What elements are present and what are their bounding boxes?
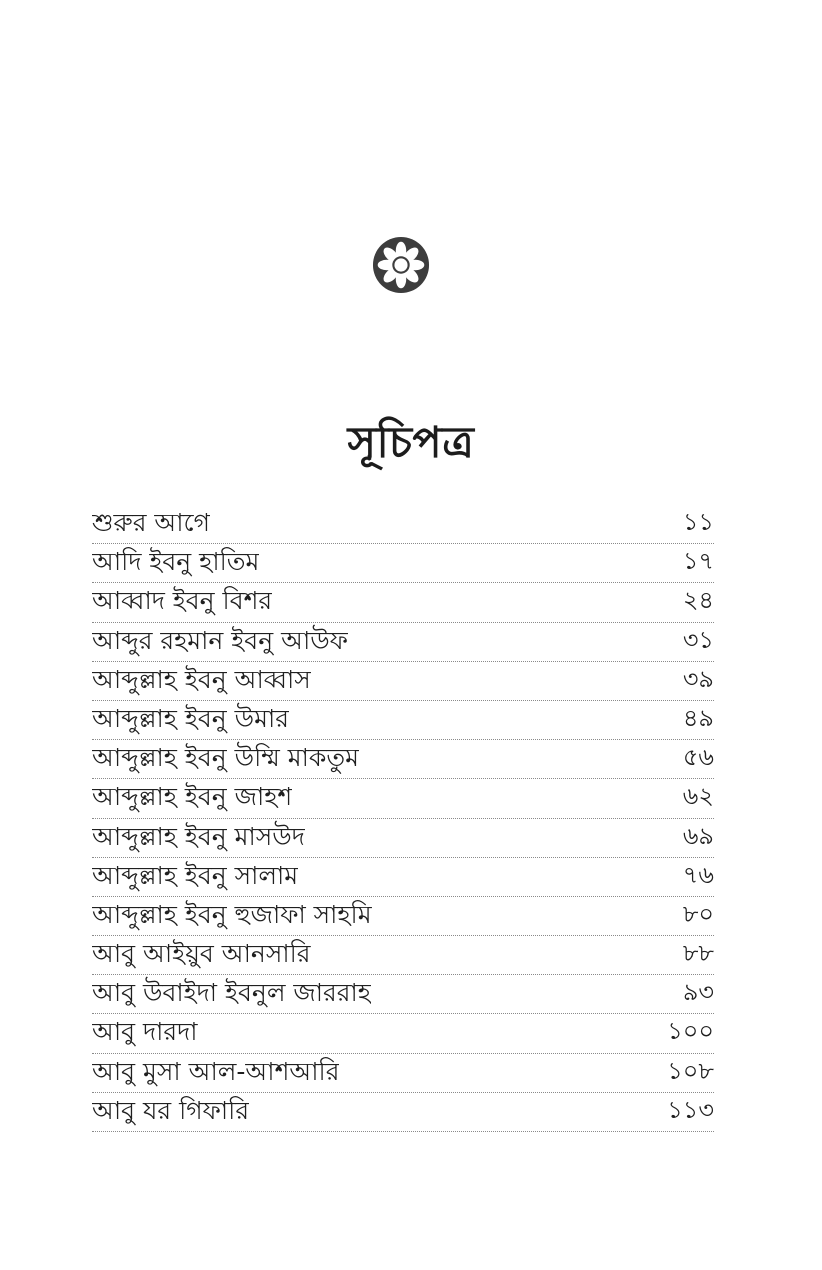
toc-entry <box>92 1093 714 1132</box>
toc-entry <box>92 544 714 583</box>
toc-entry-title: আবু দারদা <box>92 1017 198 1047</box>
toc-entry-title: আব্দুল্লাহ ইবনু মাসউদ <box>92 821 305 851</box>
toc-entry-title: শুরুর আগে <box>92 508 210 537</box>
toc-entry <box>92 505 714 544</box>
toc-entry-title: আবু যর গিফারি <box>92 1095 250 1125</box>
toc-entry <box>92 662 714 701</box>
toc-entry <box>92 1014 714 1053</box>
toc-entry-page-number: ৩১ <box>682 625 714 654</box>
toc-entry-page-number: ১৭ <box>682 547 714 576</box>
toc-entry-title: আবু আইয়ুব আনসারি <box>92 939 311 969</box>
toc-entry <box>92 701 714 740</box>
toc-entry-title: আবু উবাইদা ইবনুল জাররাহ <box>92 978 371 1008</box>
toc-list <box>92 505 714 1132</box>
toc-entry-title: আব্দুল্লাহ ইবনু সালাম <box>92 860 299 890</box>
toc-entry-title: আদি ইবনু হাতিম <box>92 547 260 577</box>
toc-entry <box>92 975 714 1014</box>
toc-entry-page-number: ৬২ <box>682 782 714 811</box>
toc-entry-page-number: ৪৯ <box>682 703 714 732</box>
toc-entry-page-number: ৩৯ <box>682 664 714 693</box>
toc-entry <box>92 819 714 858</box>
toc-entry-page-number: ৭৬ <box>682 860 714 889</box>
toc-entry-title: আবু মুসা আল-আশআরি <box>92 1056 340 1086</box>
toc-entry-page-number: ১১৩ <box>667 1095 714 1124</box>
toc-entry-page-number: ৫৬ <box>682 743 714 772</box>
toc-entry-page-number: ১০৮ <box>667 1056 714 1085</box>
toc-entry-page-number: ১১ <box>682 508 714 536</box>
toc-entry-title: আব্বাদ ইবনু বিশর <box>92 586 273 616</box>
toc-entry-title: আব্দুল্লাহ ইবনু আব্বাস <box>92 664 311 694</box>
toc-entry-title: আব্দুল্লাহ ইবনু উমার <box>92 703 289 733</box>
toc-entry <box>92 1054 714 1093</box>
toc-entry-title: আব্দুর রহমান ইবনু আউফ <box>92 625 348 655</box>
page-title: সূচিপত্র <box>347 418 475 468</box>
toc-entry-title: আব্দুল্লাহ ইবনু উম্মি মাকতুম <box>92 743 360 773</box>
flower-rosette-icon <box>372 236 430 294</box>
toc-entry-page-number: ৮০ <box>682 899 714 928</box>
toc-entry-page-number: ৮৮ <box>682 939 714 968</box>
toc-entry <box>92 583 714 622</box>
toc-entry-page-number: ৯৩ <box>682 978 714 1007</box>
toc-entry-title: আব্দুল্লাহ ইবনু জাহশ <box>92 782 293 812</box>
toc-entry <box>92 897 714 936</box>
toc-entry <box>92 623 714 662</box>
toc-entry-title: আব্দুল্লাহ ইবনু হুজাফা সাহমি <box>92 899 372 929</box>
toc-entry <box>92 779 714 818</box>
toc-entry <box>92 858 714 897</box>
toc-entry-page-number: ৬৯ <box>682 821 714 850</box>
toc-entry-page-number: ১০০ <box>667 1017 714 1046</box>
toc-entry-page-number: ২৪ <box>682 586 714 615</box>
toc-entry <box>92 740 714 779</box>
toc-entry <box>92 936 714 975</box>
